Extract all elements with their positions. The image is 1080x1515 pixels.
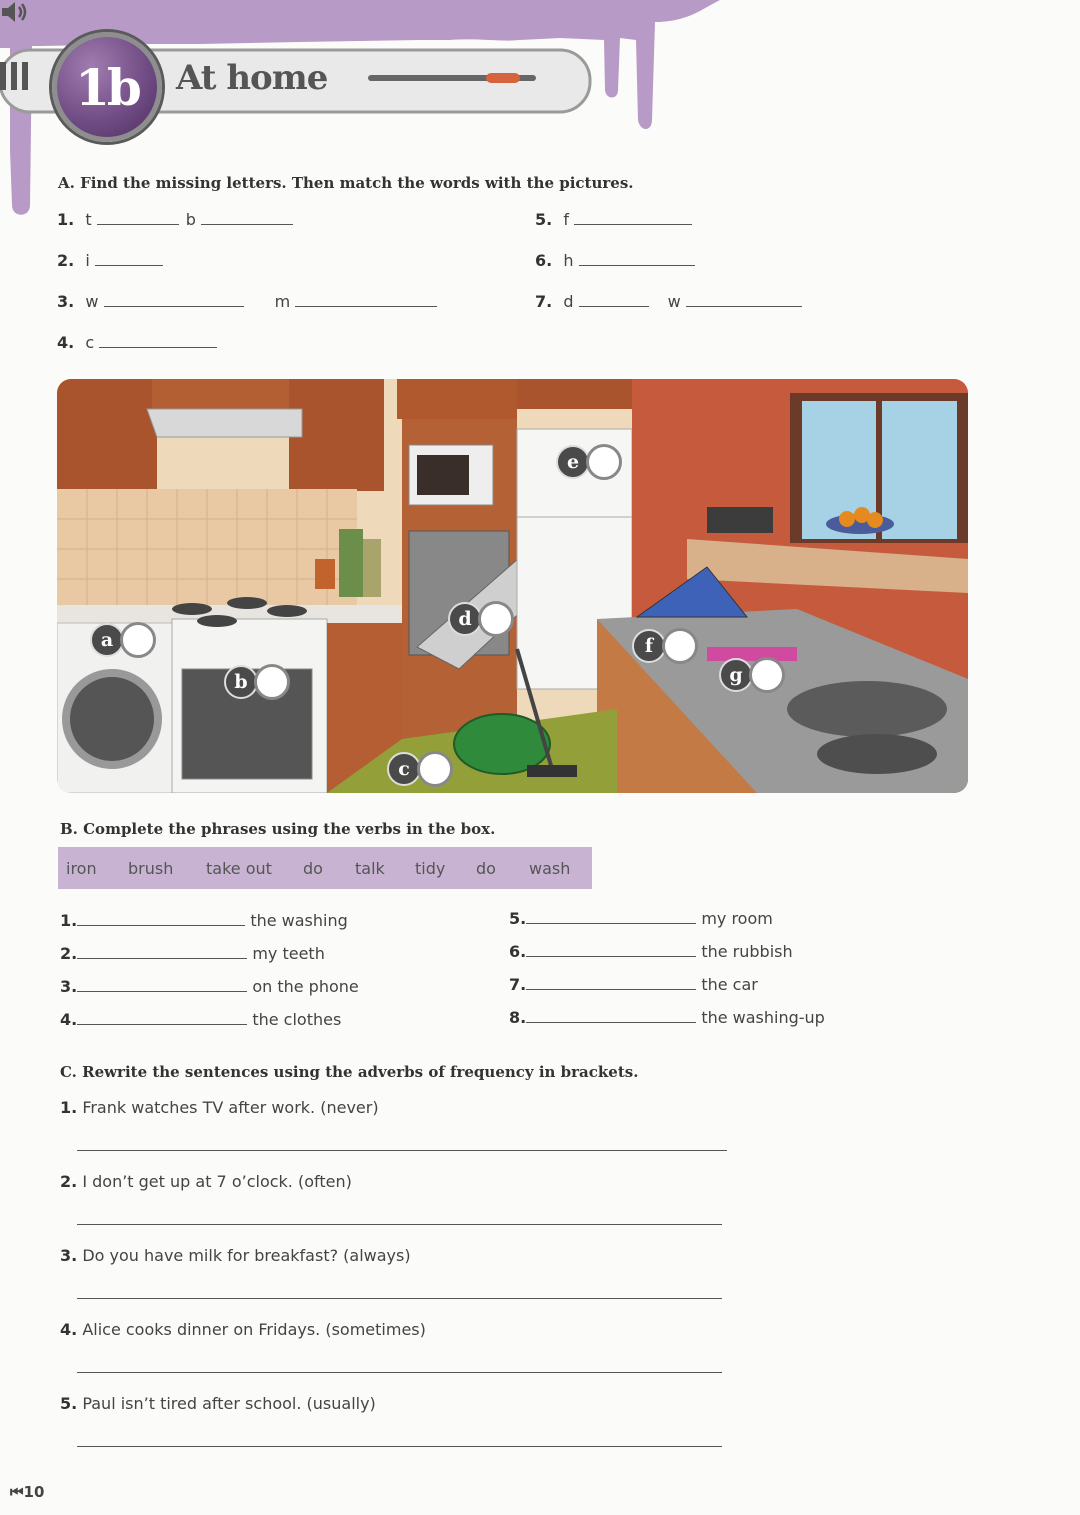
verb-word: take out: [206, 858, 272, 878]
section-b-item-6: [509, 942, 793, 961]
section-b-item-2: [60, 944, 325, 963]
word-letter: h: [563, 251, 574, 270]
item-number: 5.: [60, 1394, 78, 1413]
phrase-text: the washing: [250, 911, 348, 930]
verb-word: do: [303, 858, 323, 878]
marker-letter: f: [632, 629, 666, 663]
section-b-item-8: [509, 1008, 825, 1027]
answer-blank[interactable]: [77, 1012, 247, 1025]
item-number: 4.: [60, 1010, 78, 1029]
verb-word: talk: [355, 858, 385, 878]
answer-blank[interactable]: [77, 946, 247, 959]
word-letter: d: [563, 292, 574, 311]
item-number: 3.: [60, 977, 78, 996]
answer-circle[interactable]: [417, 751, 453, 787]
item-number: 8.: [509, 1008, 527, 1027]
phrase-text: the washing-up: [701, 1008, 825, 1027]
item-number: 1.: [57, 210, 75, 229]
word-letter: i: [85, 251, 90, 270]
section-a-item-7: [535, 292, 802, 311]
section-a-item-5: [535, 210, 692, 229]
word-letter: b: [185, 210, 196, 229]
item-number: 7.: [535, 292, 553, 311]
verb-word: tidy: [415, 858, 446, 878]
letters-blank[interactable]: [95, 253, 163, 266]
section-c-item-1: [60, 1098, 379, 1117]
letters-blank[interactable]: [579, 294, 649, 307]
item-number: 7.: [509, 975, 527, 994]
answer-circle[interactable]: [749, 657, 785, 693]
marker-letter: a: [90, 623, 124, 657]
item-number: 6.: [509, 942, 527, 961]
phrase-text: my teeth: [252, 944, 325, 963]
section-c-item-5: [60, 1394, 376, 1413]
answer-circle[interactable]: [586, 444, 622, 480]
kitchen-drawing: [57, 379, 968, 793]
marker-letter: c: [387, 752, 421, 786]
verb-word: wash: [529, 858, 571, 878]
marker-letter: b: [224, 665, 258, 699]
section-a-item-3: [57, 292, 437, 311]
item-number: 1.: [60, 911, 78, 930]
section-b-item-4: [60, 1010, 341, 1029]
verb-word: do: [476, 858, 496, 878]
letters-blank[interactable]: [201, 212, 293, 225]
section-b-item-7: [509, 975, 758, 994]
answer-line[interactable]: [77, 1150, 727, 1151]
phrase-text: my room: [701, 909, 773, 928]
answer-blank[interactable]: [526, 911, 696, 924]
kitchen-illustration: [57, 379, 968, 793]
section-c-item-3: [60, 1246, 411, 1265]
answer-blank[interactable]: [77, 913, 245, 926]
word-letter: w: [667, 292, 681, 311]
marker-letter: d: [448, 602, 482, 636]
sentence-text: I don’t get up at 7 o’clock. (often): [82, 1172, 352, 1191]
answer-circle[interactable]: [478, 601, 514, 637]
word-letter: m: [274, 292, 291, 311]
answer-line[interactable]: [77, 1298, 722, 1299]
section-b-instruction: B. Complete the phrases using the verbs in the box.: [60, 820, 496, 838]
speaker-icon[interactable]: [0, 0, 28, 24]
sentence-text: Paul isn’t tired after school. (usually): [82, 1394, 376, 1413]
page-number-value: 10: [23, 1483, 45, 1501]
item-number: 3.: [57, 292, 75, 311]
item-number: 3.: [60, 1246, 78, 1265]
sentence-text: Frank watches TV after work. (never): [82, 1098, 379, 1117]
answer-line[interactable]: [77, 1224, 722, 1225]
answer-line[interactable]: [77, 1372, 722, 1373]
answer-circle[interactable]: [662, 628, 698, 664]
item-number: 2.: [60, 944, 78, 963]
sentence-text: Do you have milk for breakfast? (always): [82, 1246, 411, 1265]
verb-word: brush: [128, 858, 174, 878]
word-letter: t: [85, 210, 92, 229]
letters-blank[interactable]: [579, 253, 695, 266]
section-a-item-2: [57, 251, 163, 270]
section-a-item-6: [535, 251, 695, 270]
letters-blank[interactable]: [574, 212, 692, 225]
item-number: 5.: [535, 210, 553, 229]
page-number: [10, 1483, 44, 1501]
letters-blank[interactable]: [295, 294, 437, 307]
answer-blank[interactable]: [526, 1010, 696, 1023]
letters-blank[interactable]: [104, 294, 244, 307]
phrase-text: the car: [701, 975, 758, 994]
item-number: 4.: [57, 333, 75, 352]
word-letter: f: [563, 210, 569, 229]
audio-progress-knob[interactable]: [486, 73, 520, 83]
section-c-item-4: [60, 1320, 426, 1339]
unit-badge: 1b: [52, 32, 162, 142]
section-c-item-2: [60, 1172, 352, 1191]
letters-blank[interactable]: [99, 335, 217, 348]
item-number: 5.: [509, 909, 527, 928]
phrase-text: the rubbish: [701, 942, 793, 961]
back-arrow-icon: ⏮: [10, 1483, 24, 1501]
section-b-item-3: [60, 977, 359, 996]
item-number: 2.: [57, 251, 75, 270]
page-title: At home: [176, 58, 328, 98]
answer-circle[interactable]: [254, 664, 290, 700]
section-c-instruction: C. Rewrite the sentences using the adverbs of frequency in brackets.: [60, 1063, 639, 1081]
marker-letter: e: [556, 445, 590, 479]
sentence-text: Alice cooks dinner on Fridays. (sometimes): [82, 1320, 426, 1339]
item-number: 6.: [535, 251, 553, 270]
answer-blank[interactable]: [77, 979, 247, 992]
item-number: 2.: [60, 1172, 78, 1191]
letters-blank[interactable]: [686, 294, 802, 307]
letters-blank[interactable]: [97, 212, 179, 225]
phrase-text: on the phone: [252, 977, 359, 996]
item-number: 4.: [60, 1320, 78, 1339]
section-b-item-5: [509, 909, 773, 928]
section-a-item-4: [57, 333, 217, 352]
word-letter: c: [85, 333, 95, 352]
answer-blank[interactable]: [526, 944, 696, 957]
answer-line[interactable]: [77, 1446, 722, 1447]
answer-circle[interactable]: [120, 622, 156, 658]
item-number: 1.: [60, 1098, 78, 1117]
word-letter: w: [85, 292, 99, 311]
section-b-item-1: [60, 911, 348, 930]
header-stripes: [0, 62, 28, 90]
section-a-instruction: A. Find the missing letters. Then match the words with the pictures.: [58, 174, 634, 192]
marker-letter: g: [719, 658, 753, 692]
verb-box: [58, 847, 592, 889]
verb-word: iron: [66, 858, 97, 878]
phrase-text: the clothes: [252, 1010, 342, 1029]
answer-blank[interactable]: [526, 977, 696, 990]
section-a-item-1: [57, 210, 293, 229]
